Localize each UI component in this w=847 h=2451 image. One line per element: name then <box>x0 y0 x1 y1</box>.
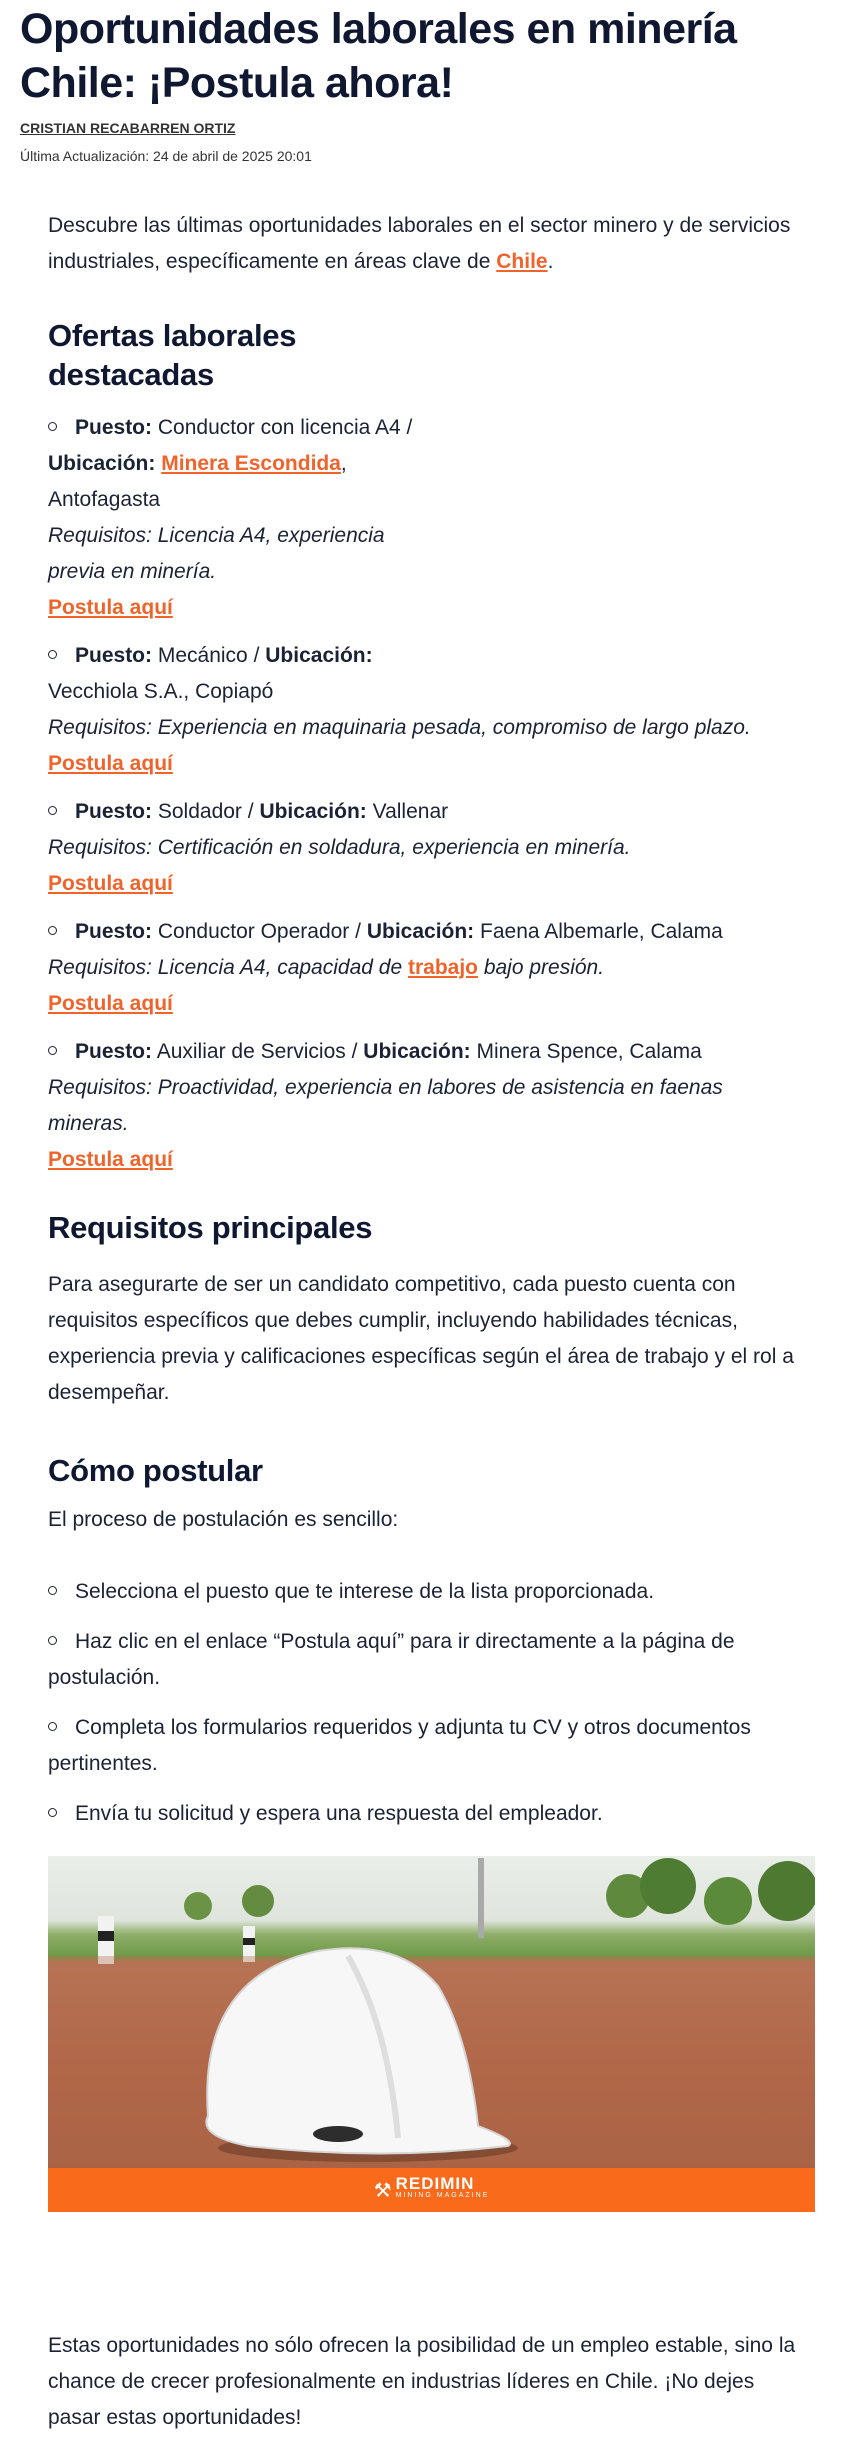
puesto-label: Puesto: <box>75 1040 153 1063</box>
offer-1-details: Puesto: Conductor con licencia A4 / Ubicación: Minera Escondida, Antofagasta Requisitos: Licencia A4, experiencia previa en minería. <box>48 416 413 583</box>
offer-item-1 <box>48 410 799 626</box>
logo-text: REDIMIN <box>395 2174 475 2193</box>
offer-puesto: Soldador <box>157 800 242 823</box>
requirements-paragraph: Para asegurarte de ser un candidato competitivo, cada puesto cuenta con requisitos específicos que debes cumplir, incluyendo habilidades técnicas, experiencia previa y calificaciones específicas según el área de trabajo y el rol a desempeñar. <box>48 1273 794 1404</box>
article-header <box>0 0 847 164</box>
offers-heading: Ofertas laborales destacadas <box>48 318 297 392</box>
offer-ubicacion: , Antofagasta <box>48 452 347 511</box>
requisitos-label: Requisitos: <box>48 716 152 739</box>
intro-paragraph <box>48 208 799 280</box>
bullet-icon <box>48 650 57 659</box>
apply-link-4[interactable]: Postula aquí <box>48 992 173 1015</box>
intro-text: Descubre las últimas oportunidades laborales en el sector minero y de servicios industriales, específicamente en áreas clave de <box>48 214 791 273</box>
apply-link-5[interactable]: Postula aquí <box>48 1148 173 1171</box>
offer-requisitos: Experiencia en maquinaria pesada, compromiso de largo plazo. <box>157 716 751 739</box>
step-item <box>48 1624 799 1696</box>
bullet-icon <box>48 1636 57 1645</box>
offer-item-5: Puesto: Auxiliar de Servicios / Ubicación: Minera Spence, Calama Requisitos: Proactividad, experiencia en labores de asistencia en faenas mineras. Postula aquí <box>48 1040 723 1171</box>
offer-ubicacion: Faena Albemarle, Calama <box>480 920 723 943</box>
puesto-label: Puesto: <box>75 644 153 667</box>
requisitos-label: Requisitos: <box>48 956 152 979</box>
apply-link-3[interactable]: Postula aquí <box>48 872 173 895</box>
offer-item-4: Puesto: Conductor Operador / Ubicación: Faena Albemarle, Calama Requisitos: Licencia A4, capacidad de trabajo bajo presión. Postula aquí <box>48 920 723 1015</box>
step-item <box>48 1710 799 1782</box>
photo-banner <box>48 2168 815 2212</box>
step-text: Haz clic en el enlace “Postula aquí” para ir directamente a la página de postulación. <box>48 1630 735 1689</box>
bullet-icon <box>48 926 57 935</box>
ubicacion-label: Ubicación: <box>48 452 156 475</box>
step-text: Completa los formularios requeridos y adjunta tu CV y otros documentos pertinentes. <box>48 1716 751 1775</box>
author-link[interactable]: CRISTIAN RECABARREN ORTIZ <box>20 120 236 136</box>
bullet-icon <box>48 422 57 431</box>
offer-puesto: Mecánico <box>157 644 248 667</box>
step-text: Envía tu solicitud y espera una respuesta del empleador. <box>75 1802 603 1825</box>
offer-puesto: Conductor Operador <box>157 920 350 943</box>
trabajo-link[interactable]: trabajo <box>407 956 478 979</box>
offers-list <box>48 410 799 1178</box>
requisitos-label: Requisitos: <box>48 836 152 859</box>
bullet-icon <box>48 1722 57 1731</box>
step-item <box>48 1574 799 1610</box>
offer-item-2: Puesto: Mecánico / Ubicación: Vecchiola S.A., Copiapó Requisitos: Experiencia en maquinaria pesada, compromiso de largo plazo. Postula aquí <box>48 644 751 775</box>
apply-link-1[interactable]: Postula aquí <box>48 596 173 619</box>
ubicacion-label: Ubicación: <box>363 1040 471 1063</box>
apply-link-2[interactable]: Postula aquí <box>48 752 173 775</box>
chile-link[interactable]: Chile <box>496 250 548 273</box>
puesto-label: Puesto: <box>75 920 153 943</box>
bullet-icon <box>48 1586 57 1595</box>
page-title: Oportunidades laborales en minería Chile: ¡Postula ahora! <box>20 5 737 107</box>
requisitos-label: Requisitos: <box>48 524 152 547</box>
offer-item-3: Puesto: Soldador / Ubicación: Vallenar Requisitos: Certificación en soldadura, experiencia en minería. Postula aquí <box>48 800 631 895</box>
offer-ubicacion: Minera Spence, Calama <box>476 1040 702 1063</box>
closing-paragraph: Estas oportunidades no sólo ofrecen la posibilidad de un empleo estable, sino la chance de crecer profesionalmente en industrias líderes en Chile. ¡No dejes pasar estas oportunidades! <box>48 2334 796 2429</box>
requirements-heading: Requisitos principales <box>48 1210 373 1245</box>
puesto-label: Puesto: <box>75 416 153 439</box>
bullet-icon <box>48 1046 57 1055</box>
redimin-logo <box>373 2174 490 2203</box>
offer-puesto: Conductor con licencia A4 <box>157 416 401 439</box>
how-to-apply-heading: Cómo postular <box>48 1453 263 1488</box>
requisitos-label: Requisitos: <box>48 1076 152 1099</box>
offer-requisitos: Certificación en soldadura, experiencia en minería. <box>157 836 631 859</box>
offer-requisitos: Proactividad, experiencia en labores de asistencia en faenas mineras. <box>48 1076 723 1135</box>
offer-ubicacion: Vecchiola S.A., Copiapó <box>48 680 274 703</box>
steps-list <box>48 1574 799 1832</box>
minera-escondida-link[interactable]: Minera Escondida <box>161 452 341 475</box>
article-body <box>0 208 847 2436</box>
logo-subtext: MINING MAGAZINE <box>395 2192 490 2199</box>
offer-requisitos: Licencia A4, experiencia previa en minería. <box>48 524 385 583</box>
hard-hat-photo <box>48 1856 815 2212</box>
ubicacion-label: Ubicación: <box>265 644 373 667</box>
ubicacion-label: Ubicación: <box>259 800 367 823</box>
bullet-icon <box>48 806 57 815</box>
offer-requisitos-end: bajo presión. <box>477 956 605 979</box>
how-to-apply-intro: El proceso de postulación es sencillo: <box>48 1508 399 1531</box>
intro-text-end: . <box>547 250 554 273</box>
step-item <box>48 1796 799 1832</box>
offer-ubicacion: Vallenar <box>372 800 449 823</box>
last-updated: Última Actualización: 24 de abril de 2025 20:01 <box>20 148 312 164</box>
ubicacion-label: Ubicación: <box>366 920 475 943</box>
pickaxe-icon: ⚒ <box>373 2179 392 2202</box>
offer-requisitos: Licencia A4, capacidad de <box>157 956 408 979</box>
bullet-icon <box>48 1808 57 1817</box>
offer-puesto: Auxiliar de Servicios <box>156 1040 346 1063</box>
puesto-label: Puesto: <box>75 800 153 823</box>
hard-hat-illustration <box>48 1856 815 2168</box>
step-text: Selecciona el puesto que te interese de la lista proporcionada. <box>75 1580 655 1603</box>
